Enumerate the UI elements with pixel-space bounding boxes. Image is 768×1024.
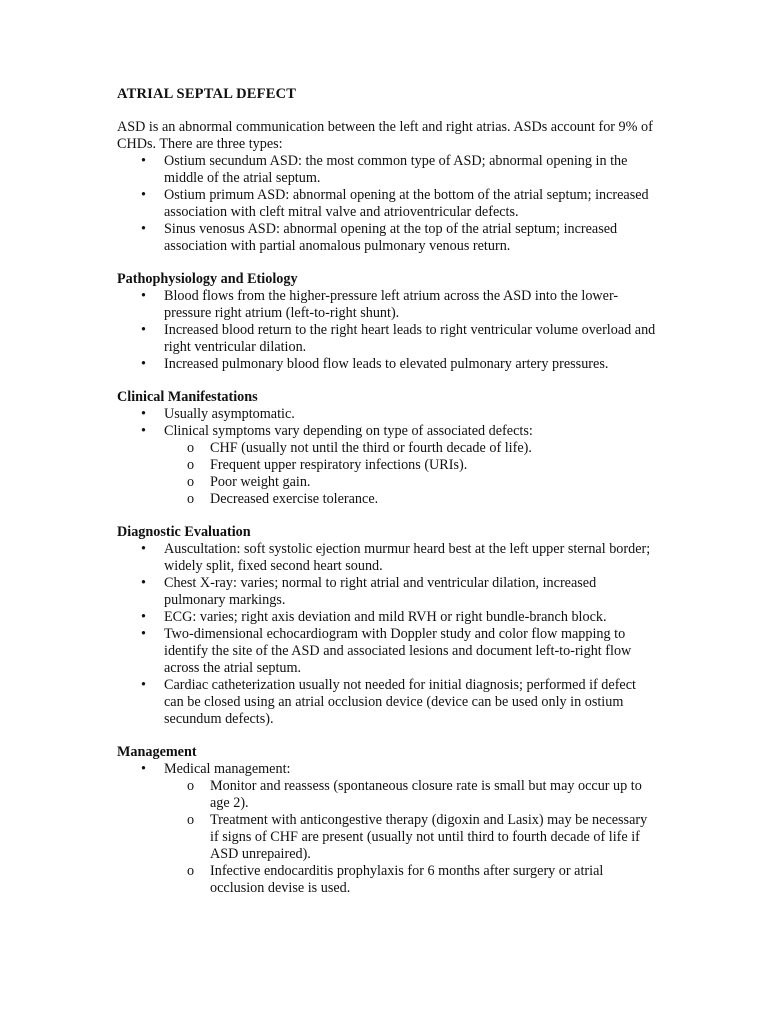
sublist-item: o Treatment with anticongestive therapy (digoxin and Lasix) may be necessary if signs of CHF are present (usually not until third to fourth decade of life if ASD unrepaired).	[117, 812, 657, 863]
list-item: • Two-dimensional echocardiogram with Doppler study and color flow mapping to identify the site of the ASD and associated lesions and document left-to-right flow across the atrial septum.	[117, 626, 657, 677]
document-page	[117, 86, 657, 897]
list-item-text: Clinical symptoms vary depending on type of associated defects:	[164, 423, 533, 439]
list-item: • Sinus venosus ASD: abnormal opening at the top of the atrial septum; increased association with partial anomalous pulmonary venous return.	[117, 221, 657, 255]
list-item: • Chest X-ray: varies; normal to right atrial and ventricular dilation, increased pulmonary markings.	[117, 575, 657, 609]
list-item: • Ostium primum ASD: abnormal opening at the bottom of the atrial septum; increased association with cleft mitral valve and atrioventricular defects.	[117, 187, 657, 221]
pathophysiology-list	[117, 288, 657, 373]
sublist-item: o Decreased exercise tolerance.	[117, 491, 657, 508]
section-heading-management: Management	[117, 744, 197, 760]
sublist-item: o Poor weight gain.	[117, 474, 657, 491]
section-heading-clinical: Clinical Manifestations	[117, 389, 258, 405]
list-item: • Increased pulmonary blood flow leads to elevated pulmonary artery pressures.	[117, 356, 657, 373]
sublist-item: o CHF (usually not until the third or fourth decade of life).	[117, 440, 657, 457]
sublist-item: o Infective endocarditis prophylaxis for 6 months after surgery or atrial occlusion devise is used.	[117, 863, 657, 897]
diagnostic-list	[117, 541, 657, 728]
document-title: ATRIAL SEPTAL DEFECT	[117, 86, 297, 102]
section-heading-diagnostic: Diagnostic Evaluation	[117, 524, 251, 540]
asd-types-list	[117, 153, 657, 255]
list-item: • Ostium secundum ASD: the most common type of ASD; abnormal opening in the middle of the atrial septum.	[117, 153, 657, 187]
list-item	[117, 423, 657, 508]
list-item: • Blood flows from the higher-pressure left atrium across the ASD into the lower-pressure right atrium (left-to-right shunt).	[117, 288, 657, 322]
list-item: • Usually asymptomatic.	[117, 406, 657, 423]
list-item	[117, 761, 657, 897]
clinical-sublist	[164, 440, 657, 508]
list-item: • Cardiac catheterization usually not needed for initial diagnosis; performed if defect can be closed using an atrial occlusion device (device can be used only in ostium secundum defects).	[117, 677, 657, 728]
sublist-item: o Monitor and reassess (spontaneous closure rate is small but may occur up to age 2).	[117, 778, 657, 812]
management-list	[117, 761, 657, 897]
list-item-text: Medical management:	[164, 761, 291, 777]
list-item: • ECG: varies; right axis deviation and mild RVH or right bundle-branch block.	[117, 609, 657, 626]
clinical-list	[117, 406, 657, 508]
management-sublist	[164, 778, 657, 897]
section-heading-pathophysiology: Pathophysiology and Etiology	[117, 271, 298, 287]
sublist-item: o Frequent upper respiratory infections (URIs).	[117, 457, 657, 474]
list-item: • Auscultation: soft systolic ejection murmur heard best at the left upper sternal border; widely split, fixed second heart sound.	[117, 541, 657, 575]
intro-paragraph: ASD is an abnormal communication between the left and right atrias. ASDs account for 9% of CHDs. There are three types:	[117, 119, 653, 152]
list-item: • Increased blood return to the right heart leads to right ventricular volume overload and right ventricular dilation.	[117, 322, 657, 356]
